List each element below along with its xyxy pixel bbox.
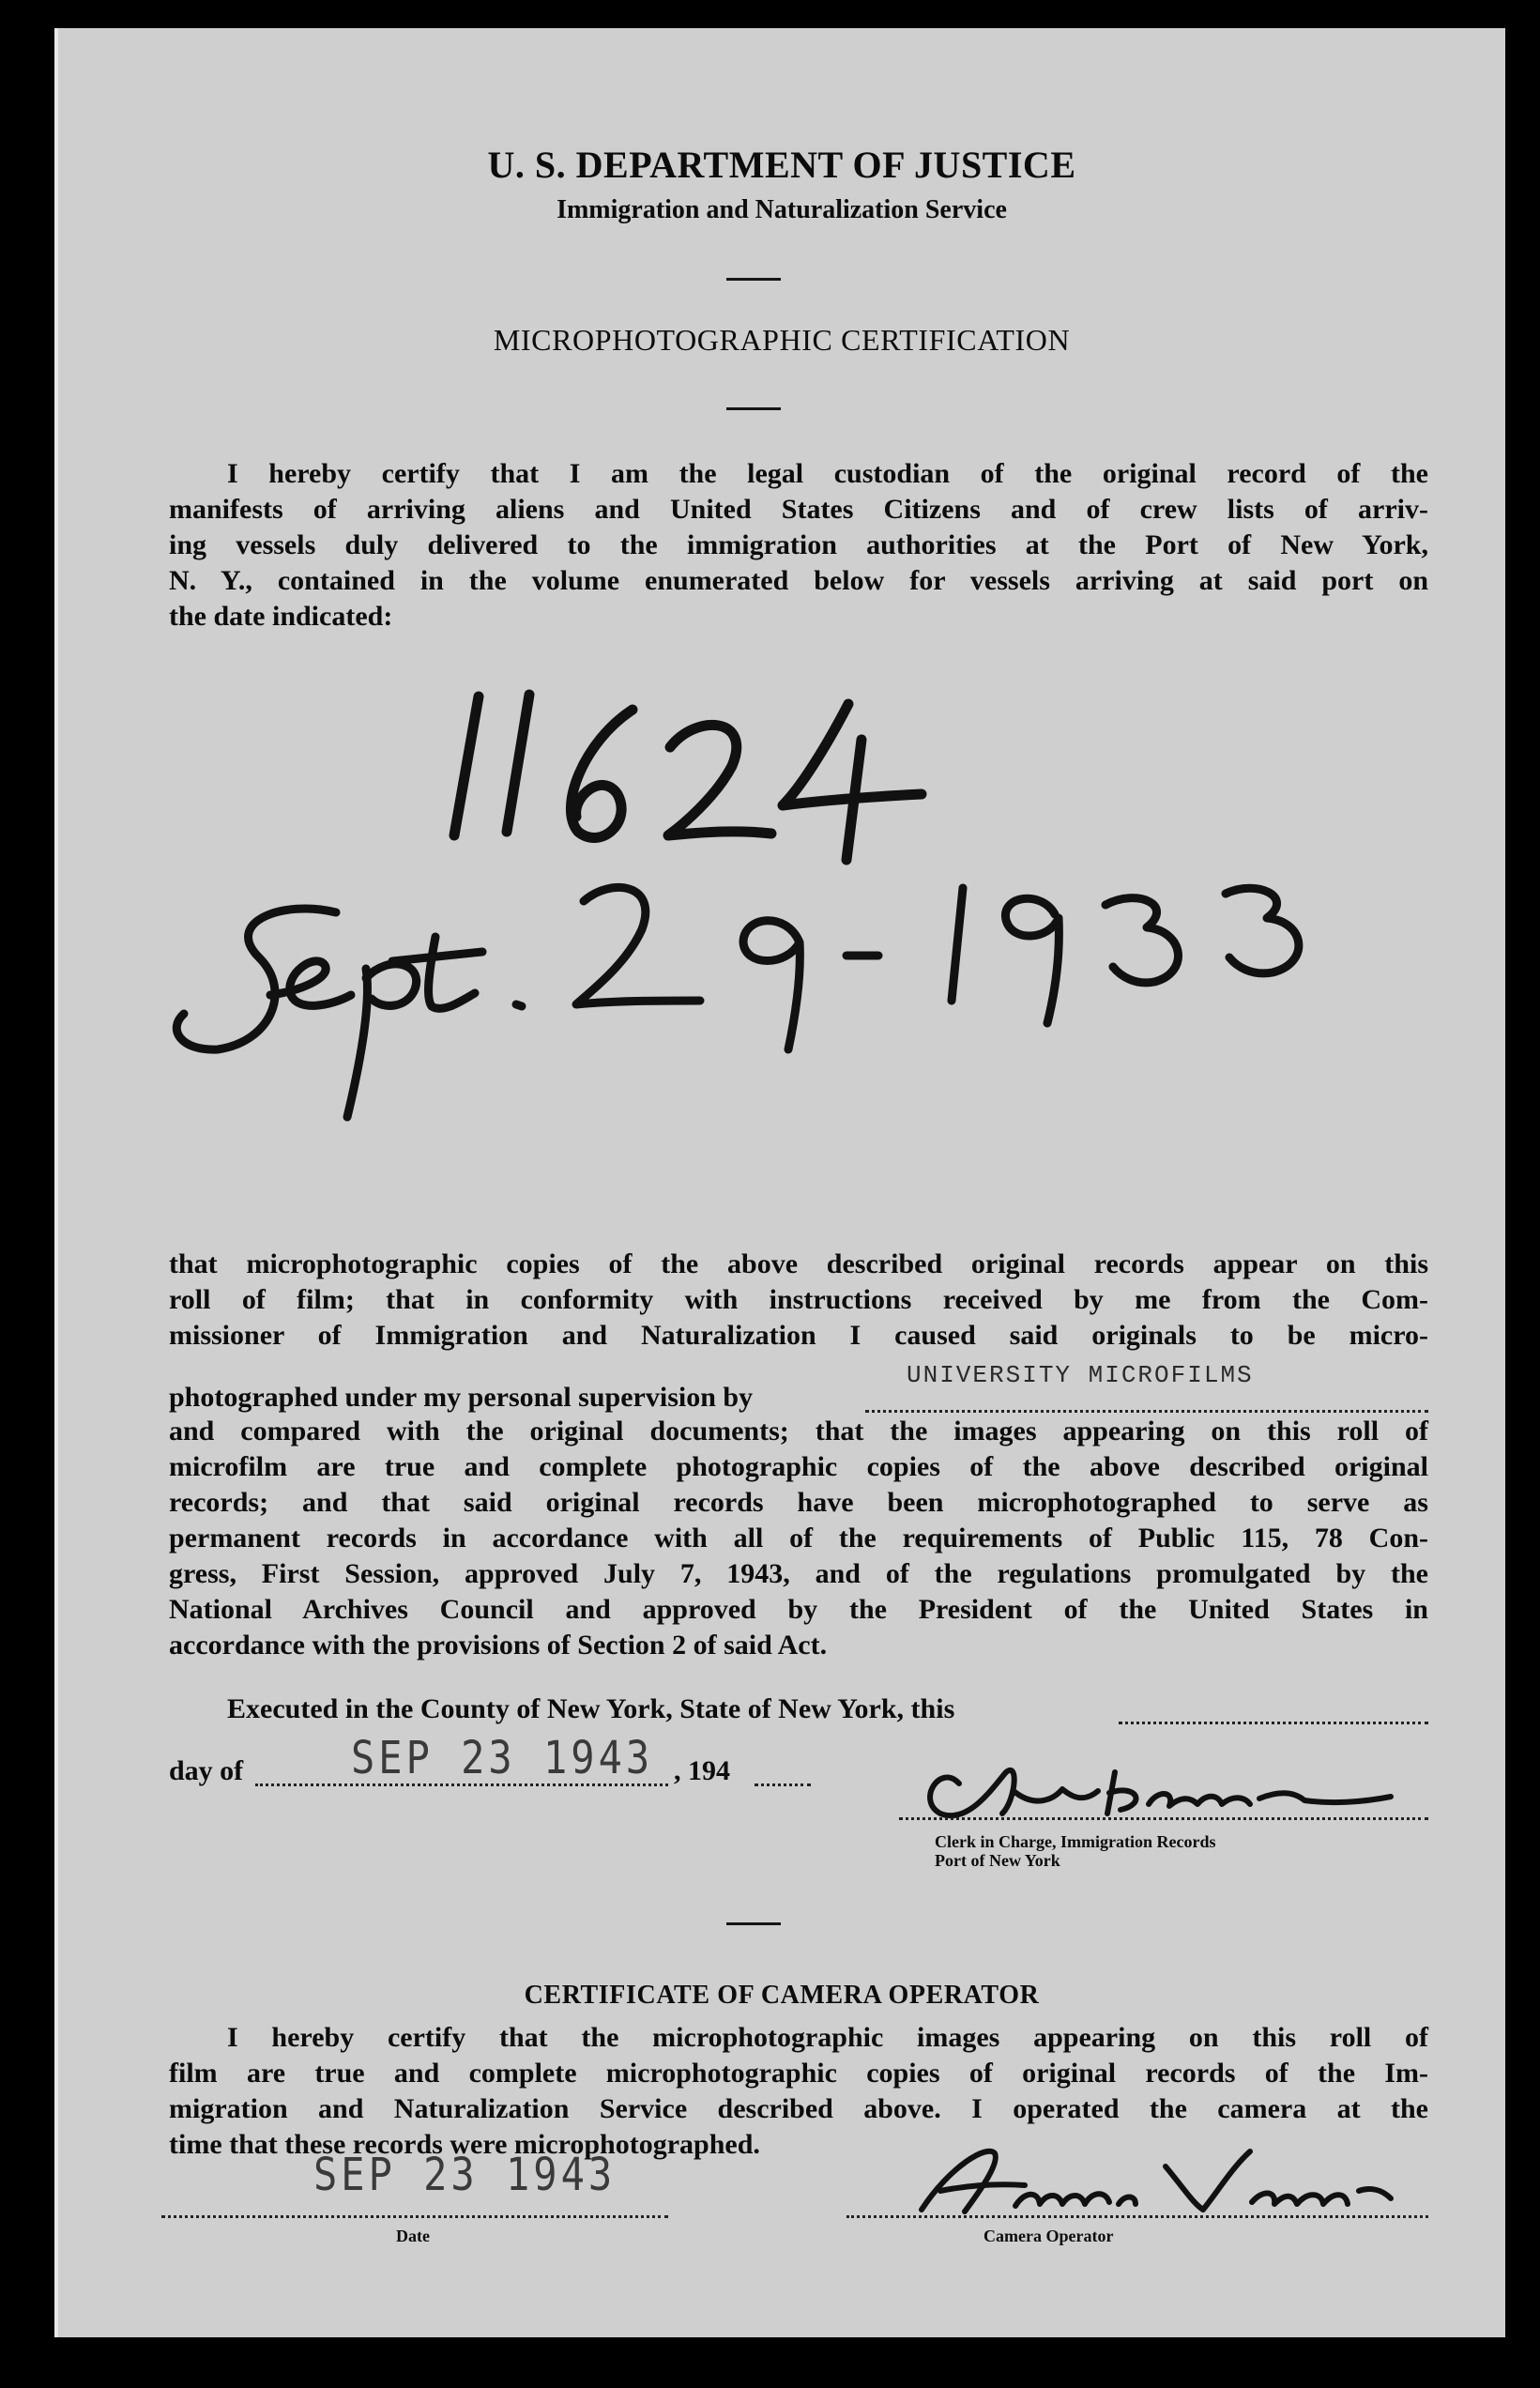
body-line: roll of film; that in conformity with instructions received by me from the Com-: [169, 1284, 1428, 1315]
camera-line: film are true and complete microphotographic copies of original records of the Im-: [169, 2058, 1428, 2089]
body-paragraph-top: [169, 1247, 1428, 1354]
body-line: permanent records in accordance with all of the requirements of Public 115, 78 Con-: [169, 1523, 1428, 1554]
camera-line: time that these records were microphotographed.: [169, 2129, 760, 2160]
executed-line: Executed in the County of New York, State of New York, this: [227, 1693, 955, 1724]
camera-line: migration and Naturalization Service described above. I operated the camera at the: [169, 2093, 1428, 2124]
clerk-title: [935, 1832, 1215, 1870]
body-line: microfilm are true and complete photographic copies of the above described original: [169, 1451, 1428, 1482]
handwritten-volume-number: [454, 695, 922, 860]
body-line: National Archives Council and approved by the President of the United States in: [169, 1594, 1428, 1625]
intro-line: ing vessels duly delivered to the immigration authorities at the Port of New York,: [169, 529, 1428, 560]
clerk-signature-line: [899, 1817, 1428, 1820]
camera-date-line: [161, 2215, 668, 2218]
camera-certificate-title: CERTIFICATE OF CAMERA OPERATOR: [524, 1981, 1040, 2010]
camera-date-label: Date: [396, 2227, 430, 2245]
intro-line: the date indicated:: [169, 601, 393, 632]
camera-operator-label: Camera Operator: [983, 2227, 1114, 2245]
header-divider: [726, 278, 781, 281]
year-prefix: , 194: [674, 1755, 730, 1786]
body-line: gress, First Session, approved July 7, 1943, and of the regulations promulgated by the: [169, 1558, 1428, 1589]
camera-date-stamp: SEP 23 1943: [313, 2148, 617, 2201]
camera-line: I hereby certify that the microphotographic images appearing on this roll of: [227, 2022, 1428, 2053]
year-dotted-line: [755, 1783, 811, 1786]
intro-line: N. Y., contained in the volume enumerated below for vessels arriving at said port on: [169, 565, 1428, 596]
body-line: records; and that said original records have been microphotographed to serve as: [169, 1487, 1428, 1518]
service-subheading: Immigration and Naturalization Service: [557, 195, 1007, 224]
photographed-by-dotted-line: [865, 1410, 1428, 1413]
body-line: accordance with the provisions of Section 2 of said Act.: [169, 1630, 828, 1661]
day-of-date-stamp: SEP 23 1943: [351, 1731, 654, 1784]
intro-line: I hereby certify that I am the legal custodian of the original record of the: [227, 458, 1428, 489]
photographed-by-label: photographed under my personal supervision by: [169, 1382, 754, 1413]
certification-document: [54, 28, 1505, 2337]
camera-section-divider: [726, 1922, 781, 1925]
handwritten-entry: [58, 676, 1505, 1108]
photographed-by-value: UNIVERSITY MICROFILMS: [907, 1361, 1254, 1389]
handwritten-date: [176, 887, 1299, 1117]
body-paragraph-bottom: [169, 1414, 1428, 1663]
body-line: that microphotographic copies of the above described original records appear on this: [169, 1248, 1428, 1279]
clerk-title-line: Port of New York: [935, 1851, 1060, 1870]
camera-operator-line: [846, 2215, 1428, 2218]
title-divider: [726, 407, 781, 410]
executed-dotted-line: [1119, 1722, 1428, 1724]
body-line: missioner of Immigration and Naturalization I caused said originals to be micro-: [169, 1320, 1428, 1351]
clerk-title-line: Clerk in Charge, Immigration Records: [935, 1832, 1216, 1851]
clerk-signature: [903, 1735, 1428, 1847]
body-line: and compared with the original documents; that the images appearing on this roll of: [169, 1416, 1428, 1447]
intro-paragraph: [169, 456, 1428, 635]
department-heading: U. S. DEPARTMENT OF JUSTICE: [487, 144, 1076, 186]
certification-title: MICROPHOTOGRAPHIC CERTIFICATION: [493, 323, 1071, 357]
day-of-label: day of: [169, 1755, 244, 1786]
intro-line: manifests of arriving aliens and United States Citizens and of crew lists of arriv-: [169, 494, 1428, 525]
